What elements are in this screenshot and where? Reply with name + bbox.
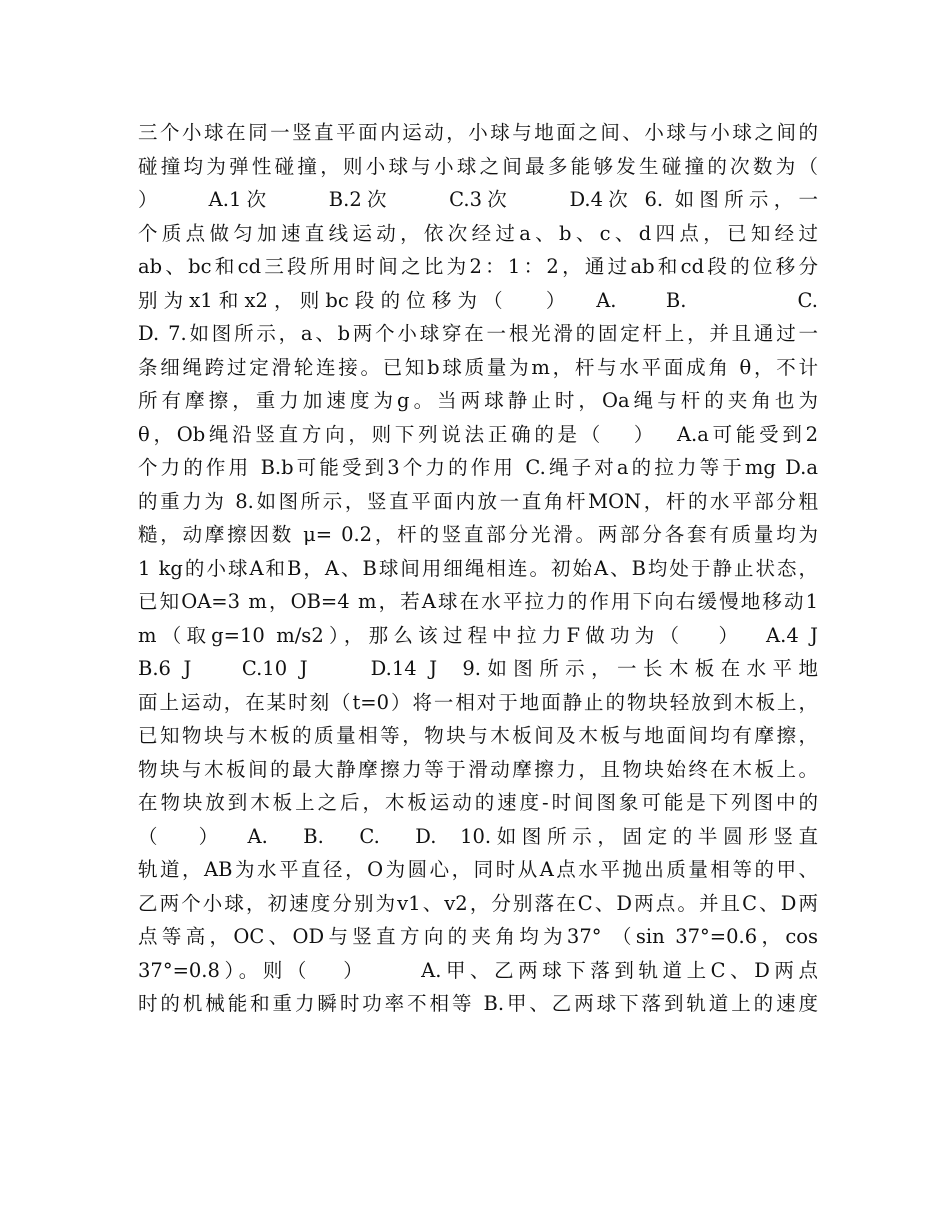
text-line: 条细绳跨过定滑轮连接。已知b球质量为m，杆与水平面成角 θ，不计 (138, 355, 818, 379)
text-line: 的重力为 8.如图所示，竖直平面内放一直角杆MON，杆的水平部分粗 (138, 489, 818, 513)
text-line: 时的机械能和重力瞬时功率不相等 B.甲、乙两球下落到轨道上的速度 (138, 992, 818, 1015)
document-page (138, 116, 818, 1021)
text-line: 已知OA=3 m，OB=4 m，若A球在水平拉力的作用下向右缓慢地移动1 (138, 590, 818, 613)
text-line: ab、bc和cd三段所用时间之比为2：1：2，通过ab和cd段的位移分 (138, 255, 818, 278)
text-line: B.6 J C.10 J D.14 J 9.如图所示，一长木板在水平地 (138, 657, 818, 680)
text-line: 点等高，OC、OD与竖直方向的夹角均为37° （sin 37°=0.6，cos (138, 925, 818, 948)
text-line: 糙，动摩擦因数 μ= 0.2，杆的竖直部分光滑。两部分各套有质量均为 (138, 523, 818, 546)
text-line: 轨道，AB为水平直径，O为圆心，同时从A点水平抛出质量相等的甲、 (138, 858, 818, 881)
text-line: m（取g=10 m/s2），那么该过程中拉力F做功为（ ） A.4 J (138, 623, 818, 647)
text-line: 1 kg的小球A和B，A、B球间用细绳相连。初始A、B均处于静止状态， (138, 556, 818, 580)
text-line: 三个小球在同一竖直平面内运动，小球与地面之间、小球与小球之间的 (138, 121, 818, 144)
text-line: 碰撞均为弹性碰撞，则小球与小球之间最多能够发生碰撞的次数为（ (138, 154, 818, 178)
text-line: 个力的作用 B.b可能受到3个力的作用 C.绳子对a的拉力等于mg D.a (138, 456, 818, 479)
text-line: （ ） A. B. C. D. 10.如图所示，固定的半圆形竖直 (138, 824, 818, 848)
text-line: θ，Ob绳沿竖直方向，则下列说法正确的是（ ） A.a可能受到2 (138, 422, 818, 446)
text-line: 37°=0.8）。则（ ） A.甲、乙两球下落到轨道上C、D两点 (138, 958, 818, 982)
text-line: 面上运动，在某时刻（t=0）将一相对于地面静止的物块轻放到木板上， (138, 690, 818, 714)
text-line: 所有摩擦，重力加速度为g。当两球静止时，Oa绳与杆的夹角也为 (138, 389, 818, 412)
text-line: 在物块放到木板上之后，木板运动的速度-时间图象可能是下列图中的 (138, 791, 818, 814)
text-line: 乙两个小球，初速度分别为v1、v2，分别落在C、D两点。并且C、D两 (138, 891, 818, 915)
text-line: 已知物块与木板的质量相等，物块与木板间及木板与地面间均有摩擦， (138, 724, 818, 747)
text-line: 别为x1和x2，则bc段的位移为（ ） A. B. C. (138, 288, 818, 312)
text-line: 物块与木板间的最大静摩擦力等于滑动摩擦力，且物块始终在木板上。 (138, 757, 818, 781)
text-line: 个质点做匀加速直线运动，依次经过a、b、c、d四点，已知经过 (138, 221, 818, 245)
text-line: ） A.1次 B.2次 C.3次 D.4次 6. 如图所示，一 (138, 188, 818, 211)
text-line: D. 7.如图所示，a、b两个小球穿在一根光滑的固定杆上，并且通过一 (138, 322, 818, 345)
